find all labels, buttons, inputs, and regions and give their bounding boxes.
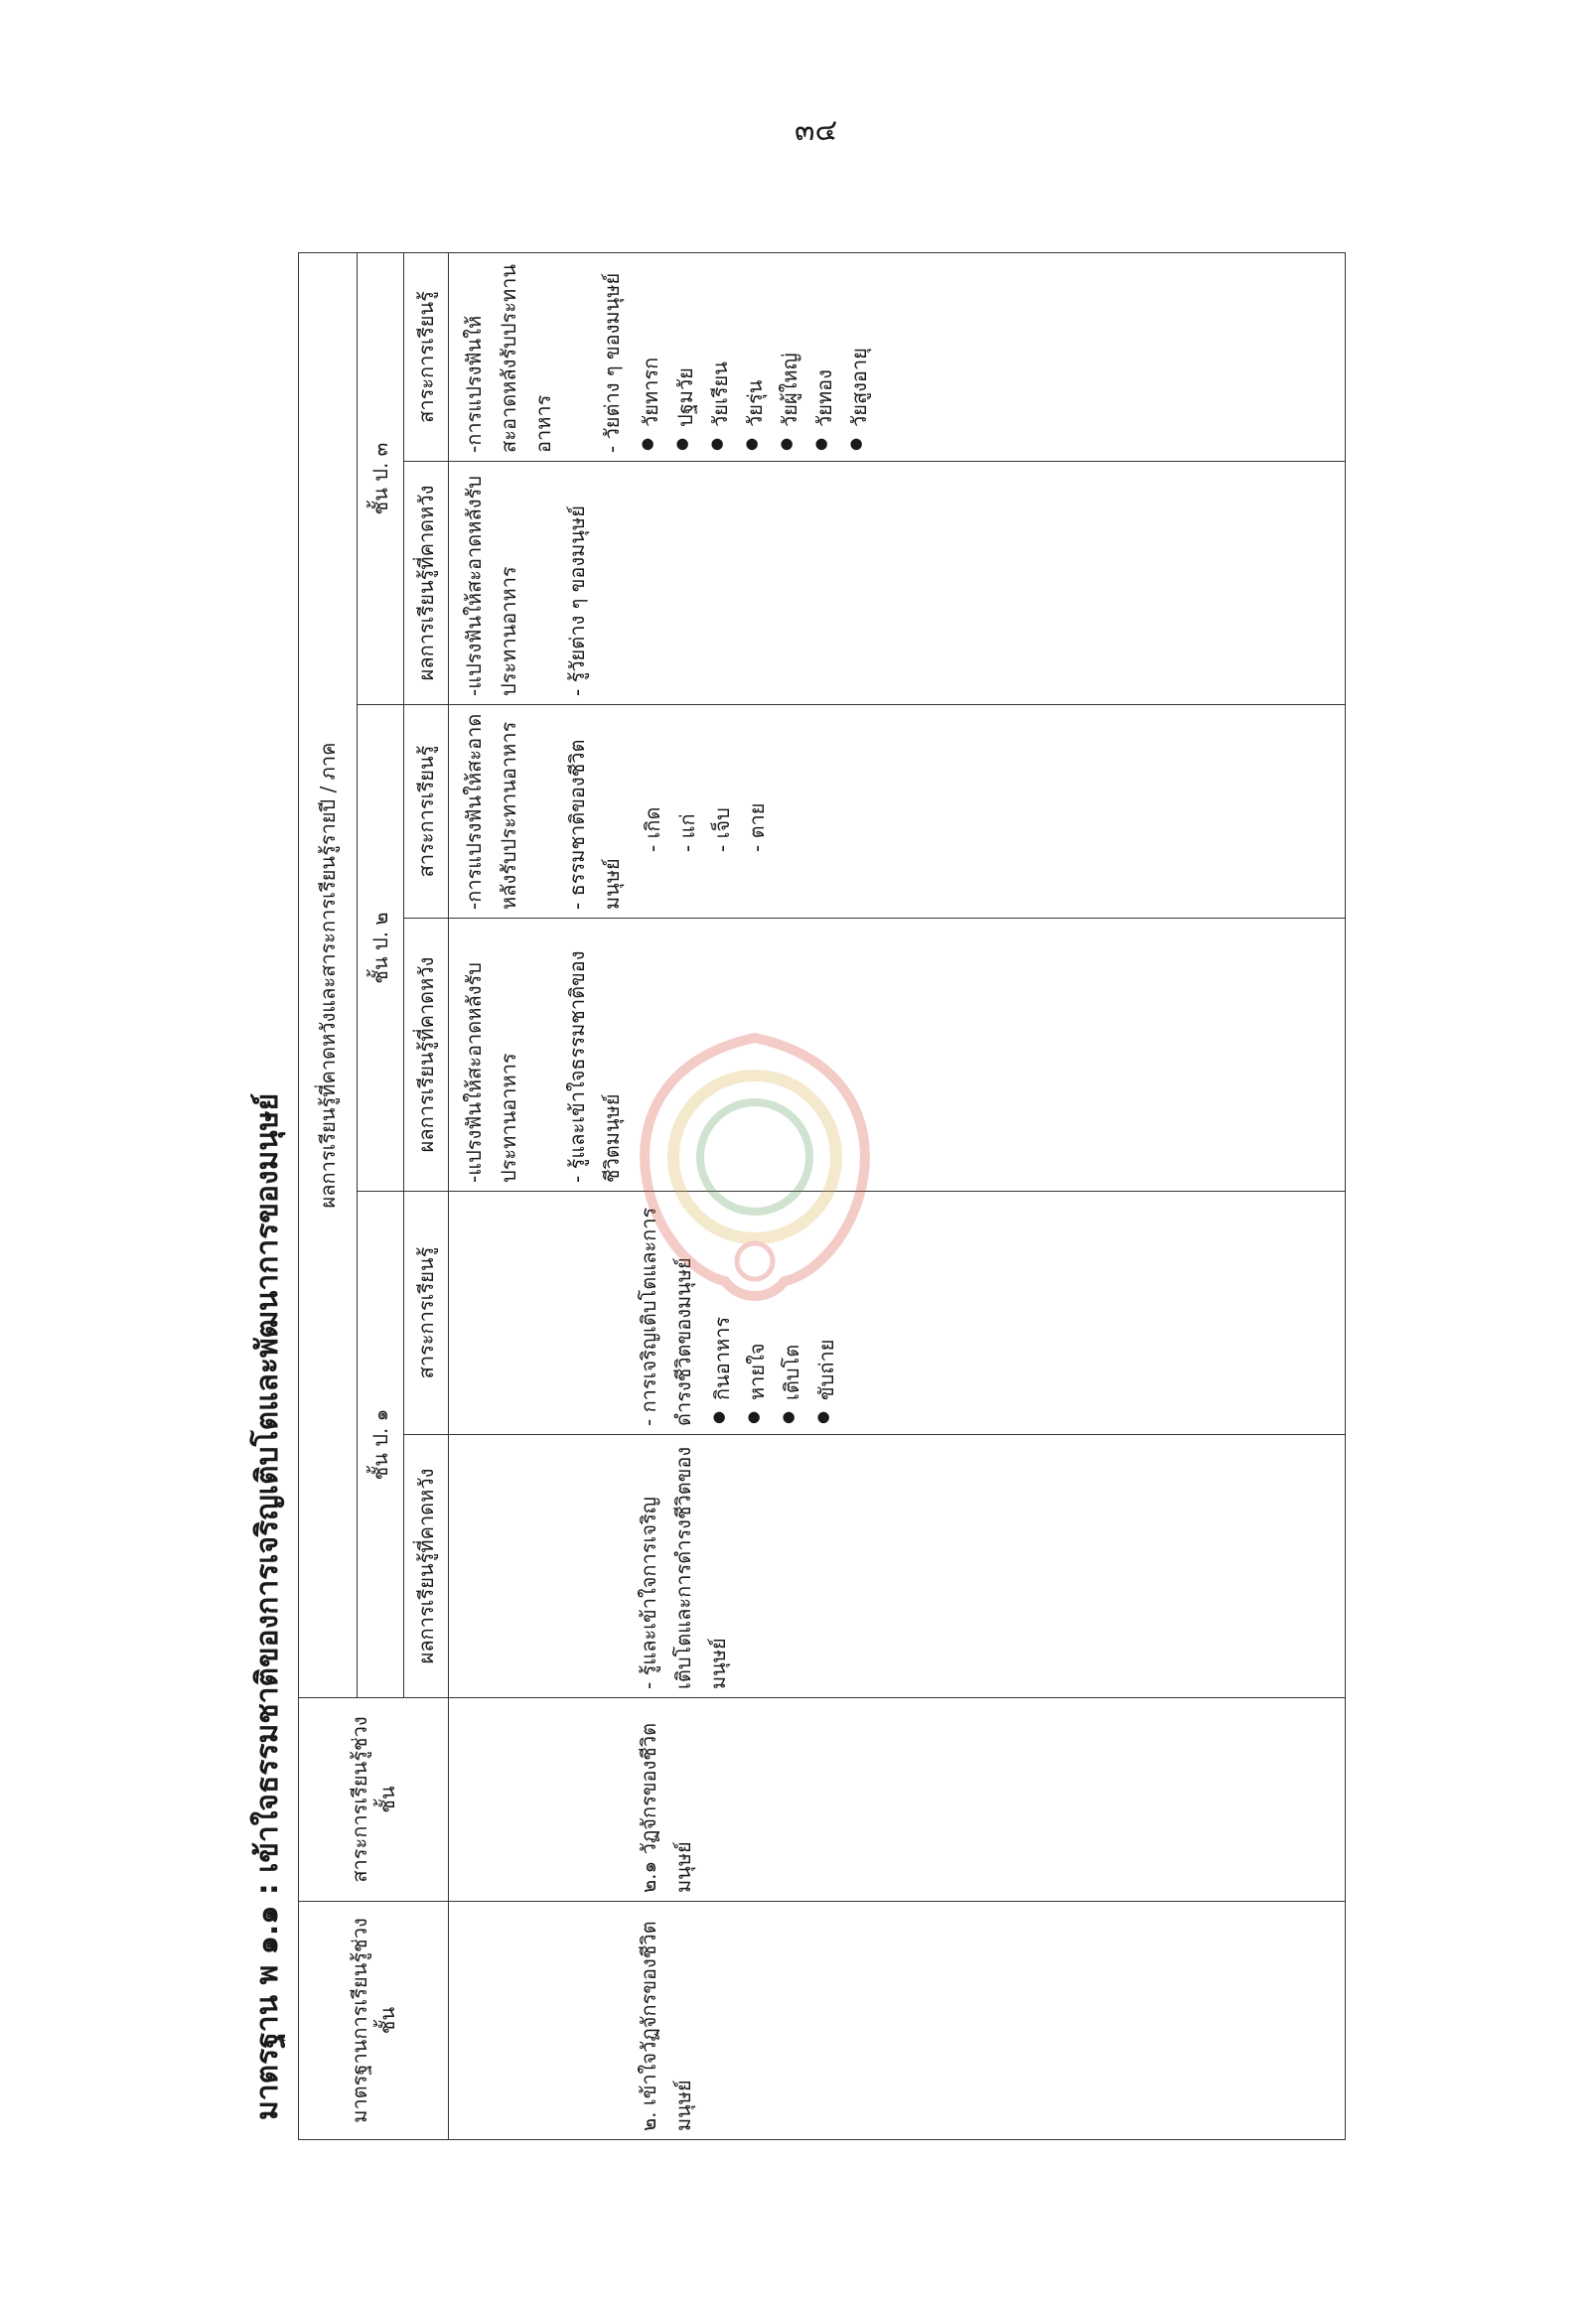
learning-p2-second: - ธรรมชาติของชีวิตมนุษย์ xyxy=(565,739,624,910)
standard-text: ๒. เข้าใจวัฏจักรของชีวิตมนุษย์ xyxy=(637,1921,695,2131)
list-item: ● ขับถ่าย xyxy=(809,1200,844,1426)
cell-learning-p2 xyxy=(449,705,1346,919)
page-title: มาตรฐาน พ ๑.๑ : เข้าใจธรรมชาติของการเจริญเติบโตและพัฒนาการของมนุษย์ xyxy=(250,1092,285,2120)
list-item: - แก่ xyxy=(675,813,699,852)
cell-standard xyxy=(449,1902,1346,2140)
cell-outcome-p3 xyxy=(449,462,1346,705)
cell-outcome-p1 xyxy=(449,1435,1346,1698)
header-outcome-p2: ผลการเรียนรู้ที่คาดหวัง xyxy=(404,919,449,1192)
cell-outcome-p2 xyxy=(449,919,1346,1192)
list-item: - ตาย xyxy=(745,802,769,852)
cell-content xyxy=(449,1698,1346,1902)
cell-learning-p1 xyxy=(449,1192,1346,1435)
learning-p2-first: -การแปรงฟันให้สะอาดหลังรับประทานอาหาร xyxy=(462,713,520,910)
header-group: ผลการเรียนรู้ที่คาดหวังและสาระการเรียนรู้รายปี / ภาค xyxy=(299,253,358,1698)
list-item: ● ปฐมวัย xyxy=(668,261,703,453)
learning-p3-first: -การแปรงฟันให้สะอาดหลังรับประทานอาหาร xyxy=(462,263,555,453)
header-standard: มาตรฐานการเรียนรู้ช่วงชั้น xyxy=(299,1902,449,2140)
header-learning-p3: สาระการเรียนรู้ xyxy=(404,253,449,462)
learning-p1-intro: - การเจริญเติบโตและการดำรงชีวิตของมนุษย์ xyxy=(637,1207,695,1426)
list-item: - เจ็บ xyxy=(710,807,734,852)
list-item: ● วัยเรียน xyxy=(703,261,738,453)
header-grade-1: ชั้น ป. ๑ xyxy=(358,1192,404,1698)
outcome-p2-second: - รู้และเข้าใจธรรมชาติของชีวิตมนุษย์ xyxy=(565,950,624,1183)
list-item: ● กินอาหาร xyxy=(705,1200,740,1426)
p1-bullet-list xyxy=(705,1200,844,1426)
list-item: ● วัยทารก xyxy=(634,261,668,453)
learning-p3-second: - วัยต่าง ๆ ของมนุษย์ xyxy=(600,272,624,453)
cell-learning-p3 xyxy=(449,253,1346,462)
list-item: ● วัยทอง xyxy=(807,261,842,453)
outcome-p3-second: - รู้วัยต่าง ๆ ของมนุษย์ xyxy=(565,505,589,696)
list-item: ● วัยผู้ใหญ่ xyxy=(773,261,807,453)
rotated-sheet xyxy=(243,253,1356,2140)
header-content: สาระการเรียนรู้ช่วงชั้น xyxy=(299,1698,449,1902)
content-text: ๒.๑ วัฏจักรของชีวิตมนุษย์ xyxy=(637,1722,695,1893)
table-row xyxy=(449,253,1346,2140)
list-item: - เกิด xyxy=(641,806,664,852)
header-grade-3: ชั้น ป. ๓ xyxy=(358,253,404,705)
outcome-p2-first: -แปรงฟันให้สะอาดหลังรับประทานอาหาร xyxy=(462,962,520,1183)
outcome-p1-text: - รู้และเข้าใจการเจริญเติบโตและการดำรงชีวิตของมนุษย์ xyxy=(637,1446,730,1689)
list-item: ● เติบโต xyxy=(775,1200,809,1426)
header-outcome-p3: ผลการเรียนรู้ที่คาดหวัง xyxy=(404,462,449,705)
list-item: ● หายใจ xyxy=(740,1200,775,1426)
header-learning-p2: สาระการเรียนรู้ xyxy=(404,705,449,919)
p2-stage-list xyxy=(636,713,775,910)
header-learning-p1: สาระการเรียนรู้ xyxy=(404,1192,449,1435)
list-item: ● วัยสูงอายุ xyxy=(842,261,877,453)
p3-bullet-list xyxy=(634,261,877,453)
list-item: ● วัยรุ่น xyxy=(738,261,773,453)
header-outcome-p1: ผลการเรียนรู้ที่คาดหวัง xyxy=(404,1435,449,1698)
page-number: ๓๔ xyxy=(795,113,838,148)
outcome-p3-first: -แปรงฟันให้สะอาดหลังรับประทานอาหาร xyxy=(462,476,520,696)
header-grade-2: ชั้น ป. ๒ xyxy=(358,705,404,1192)
curriculum-table xyxy=(298,252,1346,2140)
